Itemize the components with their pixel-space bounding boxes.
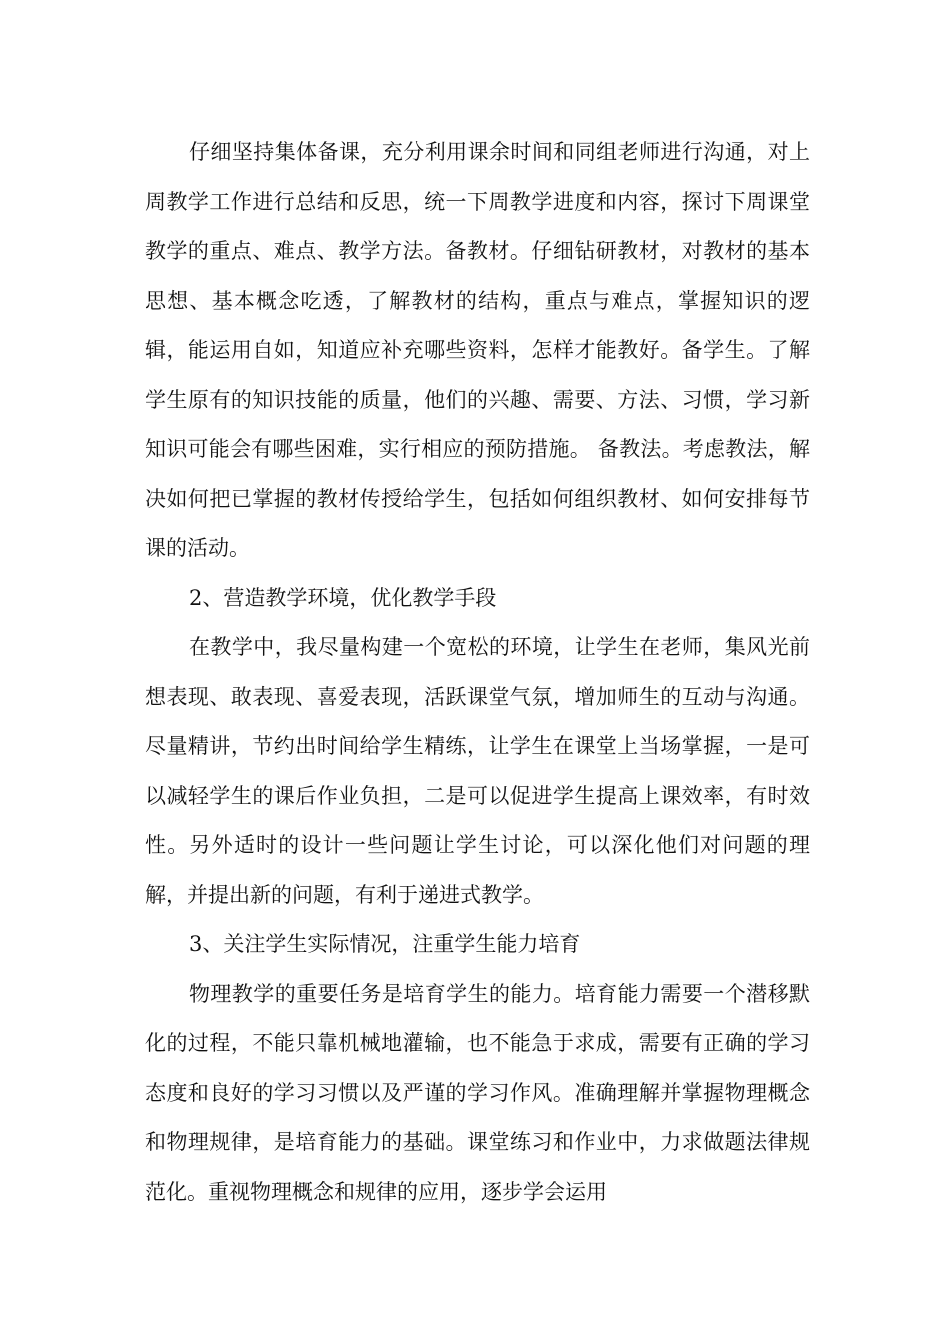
document-body [145,128,810,1217]
section-heading-teaching-environment: 2、营造教学环境，优化教学手段 [189,585,497,610]
paragraph-teaching-environment: 在教学中，我尽量构建一个宽松的环境，让学生在老师，集风光前想表现、敢表现、喜爱表现，活跃课堂气氛，增加师生的互动与沟通。尽量精讲，节约出时间给学生精练，让学生在课堂上当场掌握，一是可以减轻学生的课后作业负担，二是可以促进学生提高上课效率，有时效性。另外适时的设计一些问题让学生讨论，可以深化他们对问题的理解，并提出新的问题，有利于递进式教学。 [145,635,810,907]
paragraph-lesson-preparation: 仔细坚持集体备课，充分利用课余时间和同组老师进行沟通，对上周教学工作进行总结和反思，统一下周教学进度和内容，探讨下周课堂教学的重点、难点、教学方法。备教材。仔细钻研教材，对教材的基本思想、基本概念吃透，了解教材的结构，重点与难点，掌握知识的逻辑，能运用自如，知道应补充哪些资料，怎样才能教好。备学生。了解学生原有的知识技能的质量，他们的兴趣、需要、方法、习惯，学习新知识可能会有哪些困难，实行相应的预防措施。 备教法。考虑教法，解决如何把已掌握的教材传授给学生，包括如何组织教材、如何安排每节课的活动。 [145,140,810,560]
section-heading-student-ability: 3、关注学生实际情况，注重学生能力培育 [189,932,581,956]
paragraph-student-ability: 物理教学的重要任务是培育学生的能力。培育能力需要一个潜移默化的过程，不能只靠机械地灌输，也不能急于求成，需要有正确的学习态度和良好的学习习惯以及严谨的学习作风。准确理解并掌握物理概念和物理规律，是培育能力的基础。课堂练习和作业中，力求做题法律规范化。重视物理概念和规律的应用，逐步学会运用 [145,981,810,1204]
